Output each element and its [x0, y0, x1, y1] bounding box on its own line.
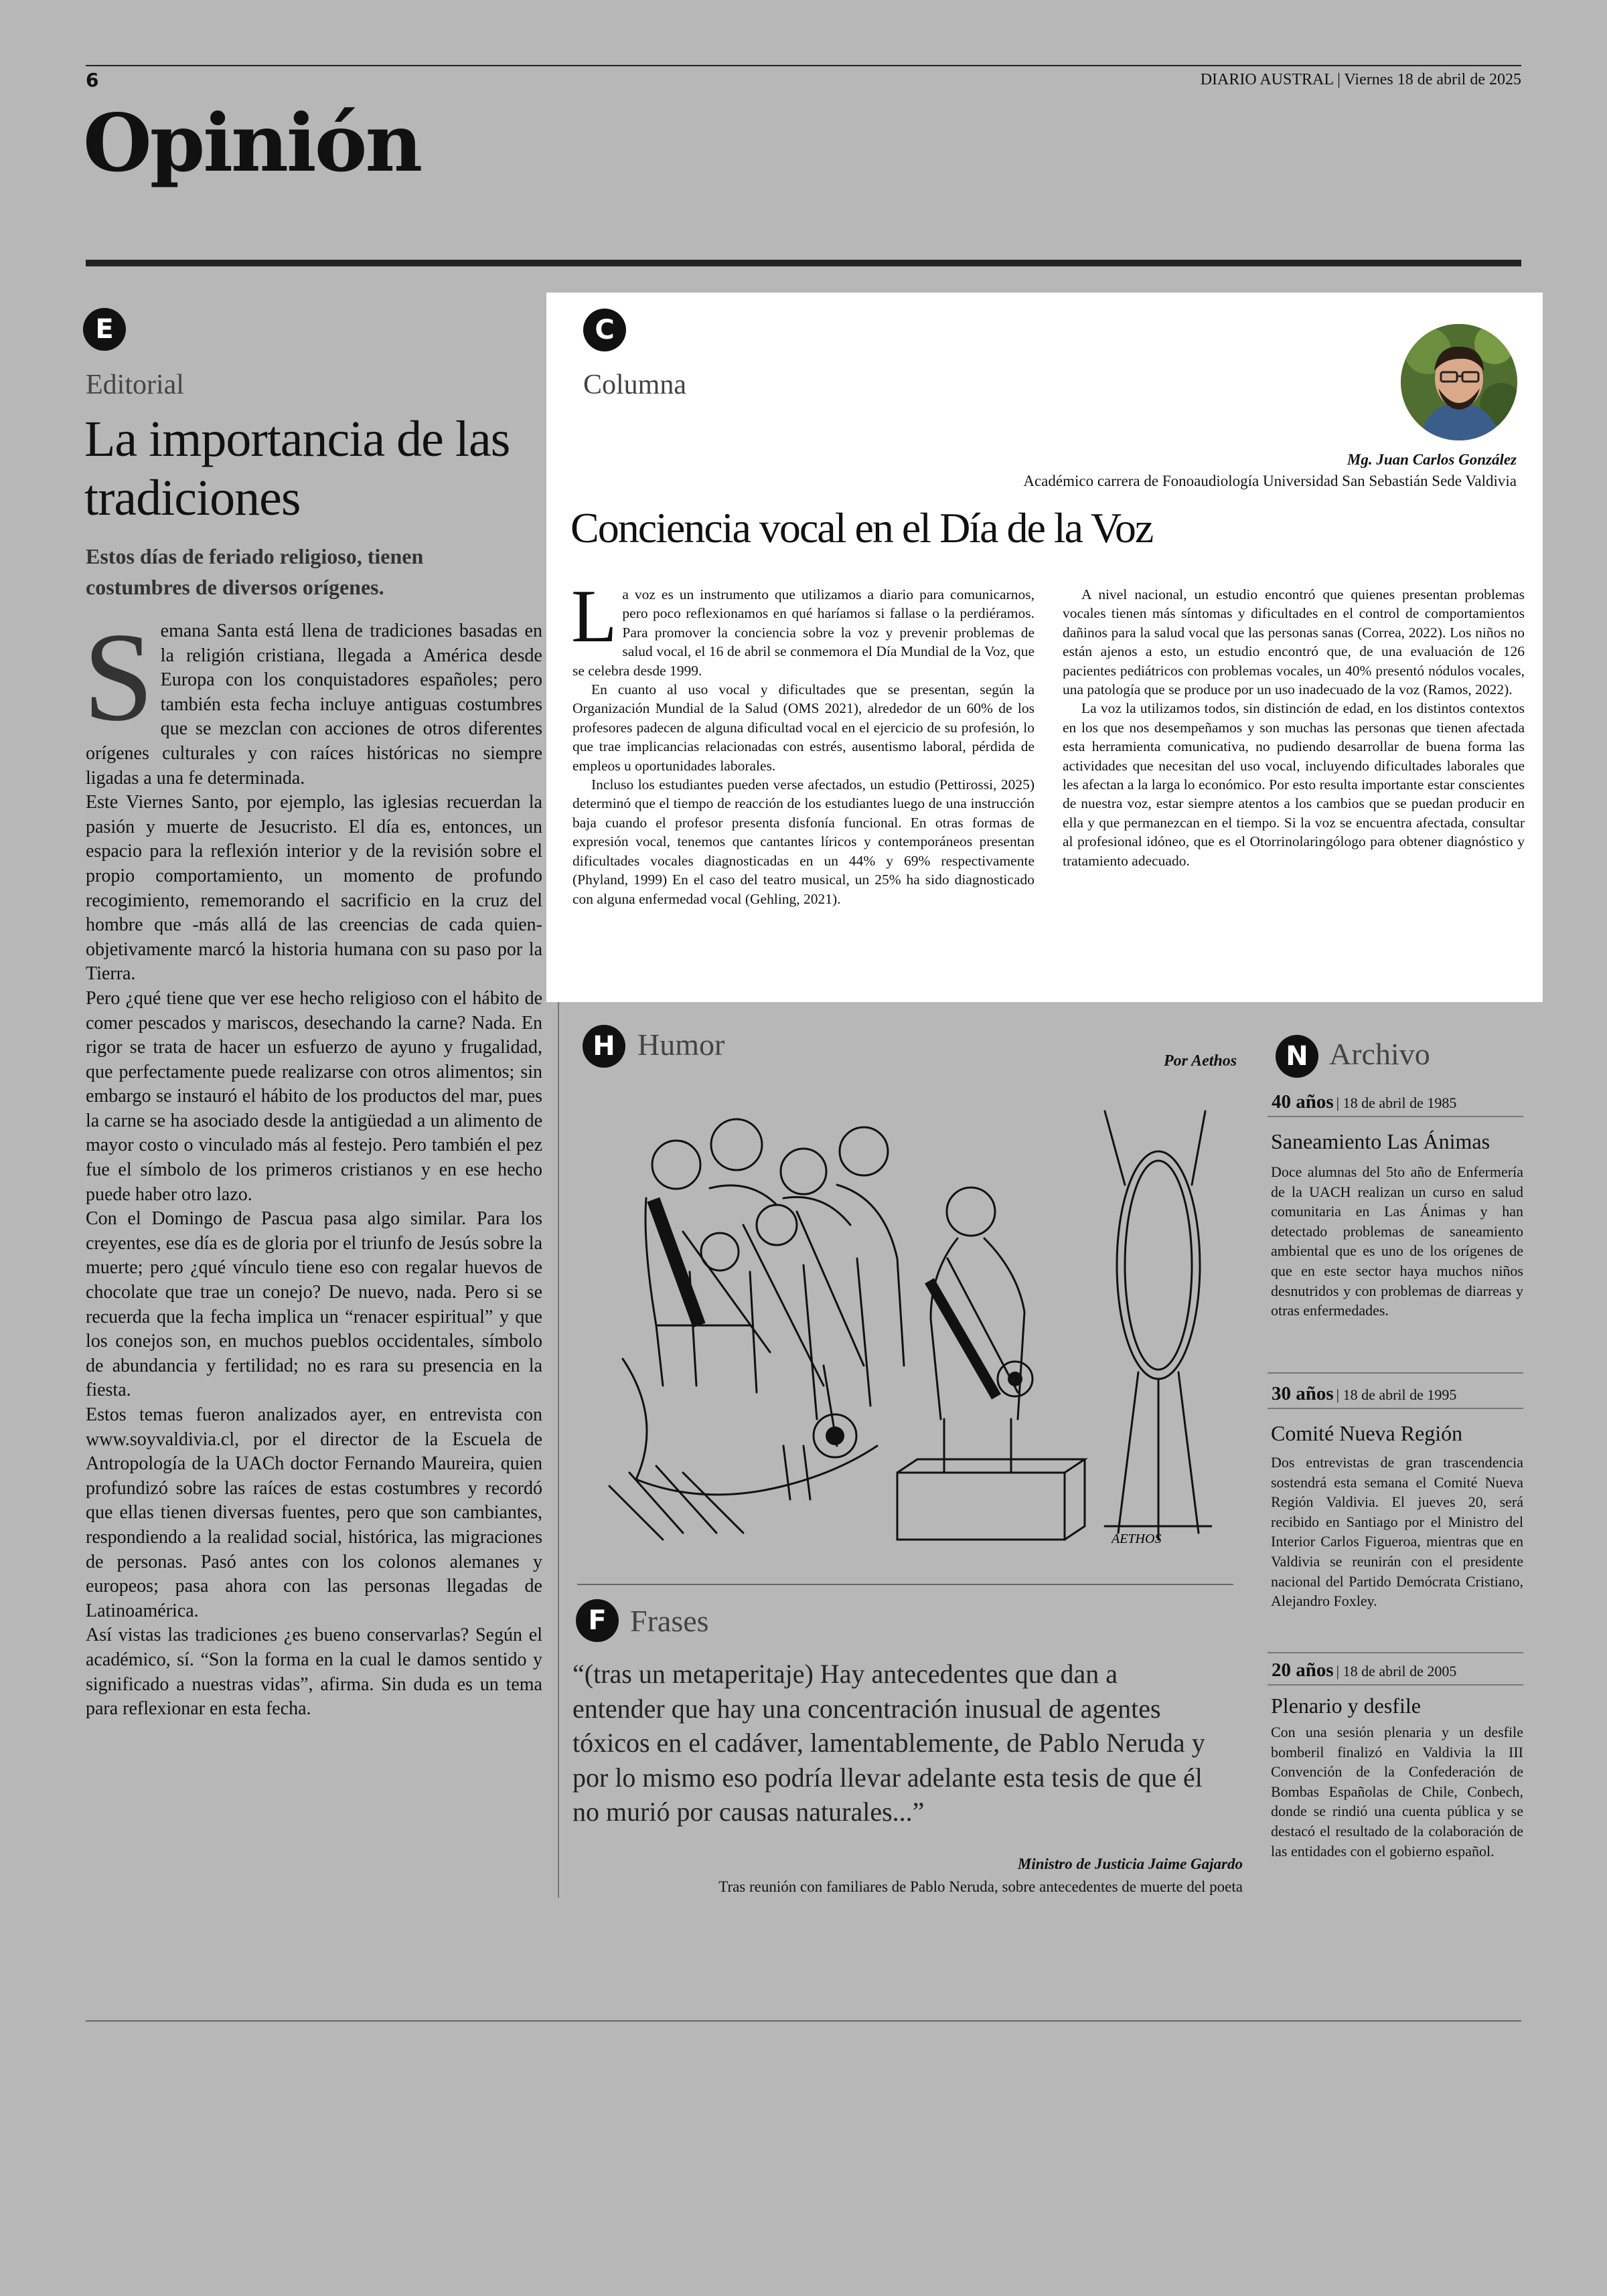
- editorial-paragraph: Este Viernes Santo, por ejemplo, las iglesias recuerdan la pasión y muerte de Jesucristo. El día es, entonces, un espacio para la reflexión interior y de la revisión sobre el propio comportamiento, un momento de profundo recogimiento, rememorando el sacrificio en la cruz del hombre que -más allá de las creencias de cada quien- objetivamente marcó la historia humana con su paso por la Tierra.: [86, 792, 542, 985]
- column-title: Conciencia vocal en el Día de la Voz: [570, 504, 1153, 552]
- archivo-entry-title: Plenario y desfile: [1271, 1694, 1421, 1718]
- archivo-date: | 18 de abril de 1985: [1336, 1094, 1457, 1111]
- frases-badge-icon: F: [576, 1599, 619, 1642]
- archivo-date: | 18 de abril de 1995: [1336, 1386, 1457, 1403]
- section-title: Opinión: [83, 96, 421, 189]
- page-number: 6: [86, 69, 99, 91]
- archivo-date: | 18 de abril de 2005: [1336, 1663, 1457, 1679]
- editorial-drop-cap: S: [83, 607, 154, 748]
- column-left-text: [571, 575, 1035, 908]
- frases-context: Tras reunión con familiares de Pablo Neruda, sobre antecedentes de muerte del poeta: [718, 1878, 1243, 1895]
- column-paragraph: a voz es un instrumento que utilizamos a diario para comunicarnos, pero poco reflexionamos en qué haríamos si fallase o la perdiéramos. Para promover la conciencia sobre la voz y prevenir problemas de salud vocal, el 16 de abril se conmemora el Día Mundial de la Voz, que se celebra desde 1999.: [572, 586, 1035, 679]
- editorial-subtitle: Estos días de feriado religioso, tienen costumbres de diversos orígenes.: [86, 544, 424, 599]
- paper-dateline: [1201, 71, 1521, 89]
- dateline-separator: |: [1337, 71, 1345, 88]
- frases-kicker: Frases: [630, 1604, 709, 1638]
- archivo-years: 40 años: [1272, 1091, 1334, 1113]
- editorial-kicker: Editorial: [86, 370, 184, 400]
- column-drop-cap: L: [571, 575, 617, 658]
- editorial-paragraph: Con el Domingo de Pascua pasa algo similar. Para los creyentes, ese día es de gloria por el triunfo de Jesús sobre la muerte; pero ¿qué vínculo tiene eso con regalar huevos de chocolate que trae un conejo? De nuevo, nada. Pero si se recuerda que la fecha implica un “renacer espiritual” y que los conejos son, en muchos pueblos occidentales, símbolo de abundancia y fertilidad; no es rara su presencia en la fiesta.: [86, 1208, 542, 1401]
- humor-kicker: Humor: [637, 1028, 725, 1062]
- author-avatar: [1401, 324, 1517, 440]
- humor-frases-divider: [577, 1584, 1233, 1585]
- author-photo-icon: [1401, 324, 1517, 440]
- column-paragraph: La voz la utilizamos todos, sin distinción de edad, en los distintos contextos en los que nos desempeñamos y son muchas las personas que tienen afectada esta herramienta comunicativa, no pudiendo desarrollar de buena forma las actividades que necesitan del uso vocal, incluyendo dificultades laborales que les afectan a la larga lo económico. Por esto resulta importante estar conscientes de nuestra voz, estar siempre atentos a los cambios que se puedan producir en ella y que permanezcan en el tiempo. Si la voz se encuentra afectada, consultar al profesional idóneo, que es el Otorrinolaringólogo para obtener diagnóstico y tratamiento adecuado.: [1063, 700, 1525, 869]
- editorial-paragraph: Así vistas las tradiciones ¿es bueno conservarlas? Según el académico, sí. “Son la forma en la cual le damos sentido y significado a nuestras vidas”, afirma. Sin duda es un tema para reflexionar en esta fecha.: [86, 1625, 542, 1720]
- column-paragraph: En cuanto al uso vocal y dificultades que se presentan, según la Organización Mundial de la Salud (OMS 2021), alrededor de un 60% de los profesores padecen de alguna dificultad vocal en el ejercicio de su profesión, lo que trae implicancias relacionadas con estrés, ausentismo laboral, pérdida de empleos u oportunidades laborales.: [572, 681, 1035, 774]
- frases-attribution: Ministro de Justicia Jaime Gajardo: [1017, 1856, 1243, 1872]
- archivo-entry-title: Comité Nueva Región: [1271, 1421, 1463, 1445]
- archivo-divider: [1268, 1372, 1523, 1374]
- archivo-entry: [1268, 1659, 1523, 1861]
- archivo-years: 30 años: [1272, 1383, 1334, 1404]
- editorial-paragraph: Pero ¿qué tiene que ver ese hecho religioso con el hábito de comer pescados y mariscos, desechando la carne? Nada. En rigor se trata de hacer un esfuerzo de ayuno y frugalidad, que perfectamente puede realizarse con otros alimentos; sin embargo se instauró el hábito de los productos del mar, pues la carne se ha asociado desde la antigüedad a un alimento de mayor costo o vinculado más al festejo. Pero también el pez fue el símbolo de los primeros cristianos y en ese hecho puede haber otro lazo.: [86, 987, 542, 1205]
- archivo-entry: [1268, 1091, 1523, 1321]
- editorial-badge-icon: E: [83, 308, 126, 351]
- column-paragraph: Incluso los estudiantes pueden verse afectados, un estudio (Pettirossi, 2025) determinó que el tiempo de reacción de los estudiantes luego de una instrucción baja cuando el profesor presenta disfonía funcional. En otras formas de expresión vocal, tenemos que cantantes líricos y contemporáneos presentan dificultades vocales diagnosticadas en un 44% y 69% respectivamente (Phyland, 1999) En el caso del teatro musical, un 25% ha sido diagnosticado con alguna enfermedad vocal (Gehling, 2021).: [572, 776, 1035, 907]
- editorial-paragraph: emana Santa está llena de tradiciones basadas en la religión cristiana, llegada a América desde Europa con los conquistadores españoles; pero también esta fecha incluye antiguas costumbres que se mezclan con acciones de otros diferentes orígenes culturales y con raíces históricas no siempre ligadas a una fe determinada.: [86, 621, 542, 789]
- column-badge-icon: C: [583, 309, 626, 351]
- humor-badge-icon: H: [583, 1025, 625, 1068]
- archivo-badge-icon: N: [1276, 1035, 1318, 1078]
- cartoon-signature: AETHOS: [1112, 1532, 1162, 1546]
- humor-credit: Por Aethos: [1164, 1052, 1237, 1070]
- archivo-entry-text: Doce alumnas del 5to año de Enfermería de la UACH realizan un curso en salud comunitaria en Las Ánimas y han detectado problemas de saneamiento ambiental que es uno de los orígenes de que en este sector haya muchos niños desnutridos y con problemas de diarreas y otras enfermedades.: [1271, 1163, 1523, 1319]
- column-author: Mg. Juan Carlos González: [1347, 451, 1517, 468]
- archivo-entry-text: Dos entrevistas de gran trascendencia sostendrá esta semana el Comité Nueva Región Valdivia. El jueves 20, será recibido en Santiago por el Ministro del Interior Carlos Figueroa, mientras que en Valdivia se reunirán con el presidente nacional del Partido Demócrata Cristiano, Alejandro Foxley.: [1271, 1454, 1523, 1610]
- issue-date: Viernes 18 de abril de 2025: [1344, 71, 1521, 88]
- archivo-years: 20 años: [1272, 1659, 1334, 1681]
- archivo-divider: [1268, 1652, 1523, 1653]
- column-divider: [558, 991, 559, 1898]
- editorial-title: La importancia de las tradiciones: [84, 411, 510, 526]
- frases-quote: “(tras un metaperitaje) Hay antecedentes que dan a entender que hay una concentración inusual de agentes tóxicos en el cadáver, lamentablemente, de Pablo Neruda y por lo mismo eso podría llevar adelante esta tesis de que él no murió por causas naturales...”: [572, 1659, 1205, 1827]
- archivo-entry-title: Saneamiento Las Ánimas: [1271, 1129, 1490, 1153]
- column-author-role: Académico carrera de Fonoaudiología Universidad San Sebastián Sede Valdivia: [1023, 473, 1517, 489]
- top-thin-rule: [86, 65, 1521, 66]
- paper-name: DIARIO AUSTRAL: [1200, 71, 1334, 88]
- archivo-entry-text: Con una sesión plenaria y un desfile bomberil finalizó en Valdivia la III Convención de la Confederación de Bombas Españolas de Chile, Conbech, donde se rindió una cuenta pública y se destacó el resultado de la colaboración de las entidades con el gobierno español.: [1271, 1724, 1523, 1860]
- archivo-entry-heading: [1272, 1091, 1523, 1113]
- humor-cartoon: [583, 1071, 1212, 1546]
- column-paragraph: A nivel nacional, un estudio encontró que quienes presentan problemas vocales tienen más síntomas y dificultades en el control de comportamientos dañinos para la salud vocal que las personas sanas (Correa, 2022). Los niños no están ajenos a esto, un estudio encontró que, de una evaluación de 126 pacientes pediátricos con problemas vocales, un 40% presentó nódulos vocales, una patología que se produce por un uso inadecuado de la voz (Ramos, 2022).: [1063, 586, 1525, 698]
- column-kicker: Columna: [583, 370, 686, 400]
- archivo-kicker: Archivo: [1329, 1037, 1430, 1071]
- archivo-entry-heading: [1272, 1659, 1523, 1682]
- editorial-paragraph: Estos temas fueron analizados ayer, en entrevista con www.soyvaldivia.cl, por el director de la Escuela de Antropología de la UACh doctor Fernando Maureira, quien profundizó sobre las raíces de estas costumbres y recordó que ellas tienen diversas fuentes, pero que son cambiantes, respondiendo a la realidad social, histórica, las migraciones de personas. Pasó antes con los colonos alemanes y europeos; pasa ahora con las personas llegadas de Latinoamérica.: [86, 1404, 542, 1621]
- archivo-entry: [1268, 1383, 1523, 1611]
- column-right-text: [1063, 585, 1525, 870]
- archivo-entry-heading: [1272, 1383, 1523, 1405]
- bottom-rule: [86, 2020, 1521, 2022]
- editorial-body: [83, 607, 542, 1722]
- section-thick-rule: [86, 260, 1521, 266]
